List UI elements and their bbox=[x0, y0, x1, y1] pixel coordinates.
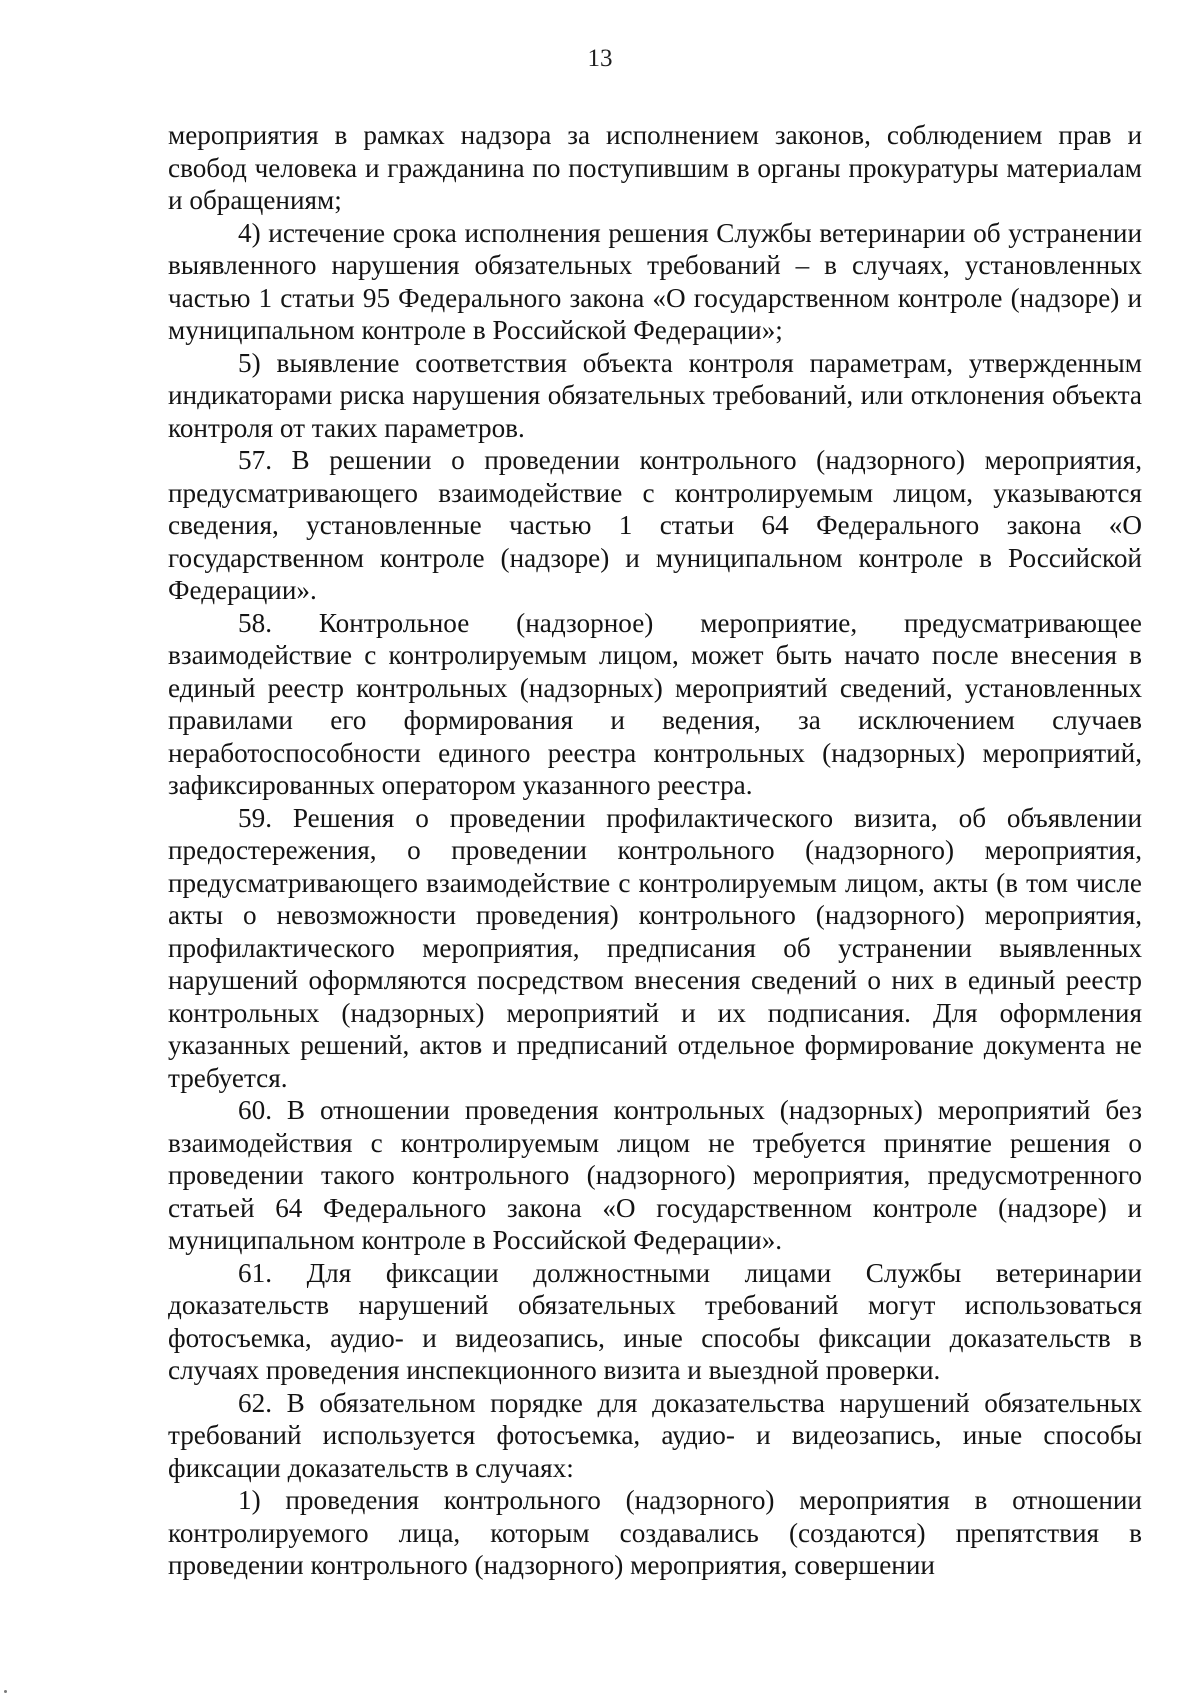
page-number: 13 bbox=[587, 45, 613, 72]
document-body bbox=[168, 119, 1142, 1582]
paragraph-61: 61. Для фиксации должностными лицами Службы ветеринарии доказательств нарушений обязательных требований могут использоваться фотосъемка, аудио- и видеозапись, иные способы фиксации доказательств в случаях проведения инспекционного визита и выездной проверки. bbox=[168, 1257, 1142, 1385]
paragraph-57: 57. В решении о проведении контрольного (надзорного) мероприятия, предусматривающего взаимодействие с контролируемым лицом, указываются сведения, установленные частью 1 статьи 64 Федерального закона «О государственном контроле (надзоре) и муниципальном контроле в Российской Федерации». bbox=[168, 445, 1142, 605]
paragraph-continuation: мероприятия в рамках надзора за исполнением законов, соблюдением прав и свобод человека и гражданина по поступившим в органы прокуратуры материалам и обращениям; bbox=[168, 120, 1142, 215]
paragraph-59: 59. Решения о проведении профилактического визита, об объявлении предостережения, о проведении контрольного (надзорного) мероприятия, предусматривающего взаимодействие с контролируемым лицом, акты (в том числе акты о невозможности проведения) контрольного (надзорного) мероприятия, профилактического мероприятия, предписания об устранении выявленных нарушений оформляются посредством внесения сведений о них в единый реестр контрольных (надзорных) мероприятий и их подписания. Для оформления указанных решений, актов и предписаний отдельное формирование документа не требуется. bbox=[168, 802, 1142, 1093]
paragraph-62: 62. В обязательном порядке для доказательства нарушений обязательных требований используется фотосъемка, аудио- и видеозапись, иные способы фиксации доказательств в случаях: bbox=[168, 1387, 1142, 1483]
paragraph-item-5: 5) выявление соответствия объекта контроля параметрам, утвержденным индикаторами риска нарушения обязательных требований, или отклонения объекта контроля от таких параметров. bbox=[168, 347, 1142, 443]
paragraph-60: 60. В отношении проведения контрольных (надзорных) мероприятий без взаимодействия с контролируемым лицом не требуется принятие решения о проведении такого контрольного (надзорного) мероприятия, предусмотренного статьей 64 Федерального закона «О государственном контроле (надзоре) и муниципальном контроле в Российской Федерации». bbox=[168, 1095, 1142, 1255]
scan-speck bbox=[4, 1690, 7, 1693]
paragraph-item-4: 4) истечение срока исполнения решения Службы ветеринарии об устранении выявленного нарушения обязательных требований – в случаях, установленных частью 1 статьи 95 Федерального закона «О государственном контроле (надзоре) и муниципальном контроле в Российской Федерации»; bbox=[168, 217, 1142, 345]
paragraph-62-item-1: 1) проведения контрольного (надзорного) мероприятия в отношении контролируемого лица, которым создавались (создаются) препятствия в проведении контрольного (надзорного) мероприятия, совершении bbox=[168, 1485, 1142, 1580]
paragraph-58: 58. Контрольное (надзорное) мероприятие, предусматривающее взаимодействие с контролируемым лицом, может быть начато после внесения в единый реестр контрольных (надзорных) мероприятий сведений, установленных правилами его формирования и ведения, за исключением случаев неработоспособности единого реестра контрольных (надзорных) мероприятий, зафиксированных оператором указанного реестра. bbox=[168, 607, 1142, 800]
